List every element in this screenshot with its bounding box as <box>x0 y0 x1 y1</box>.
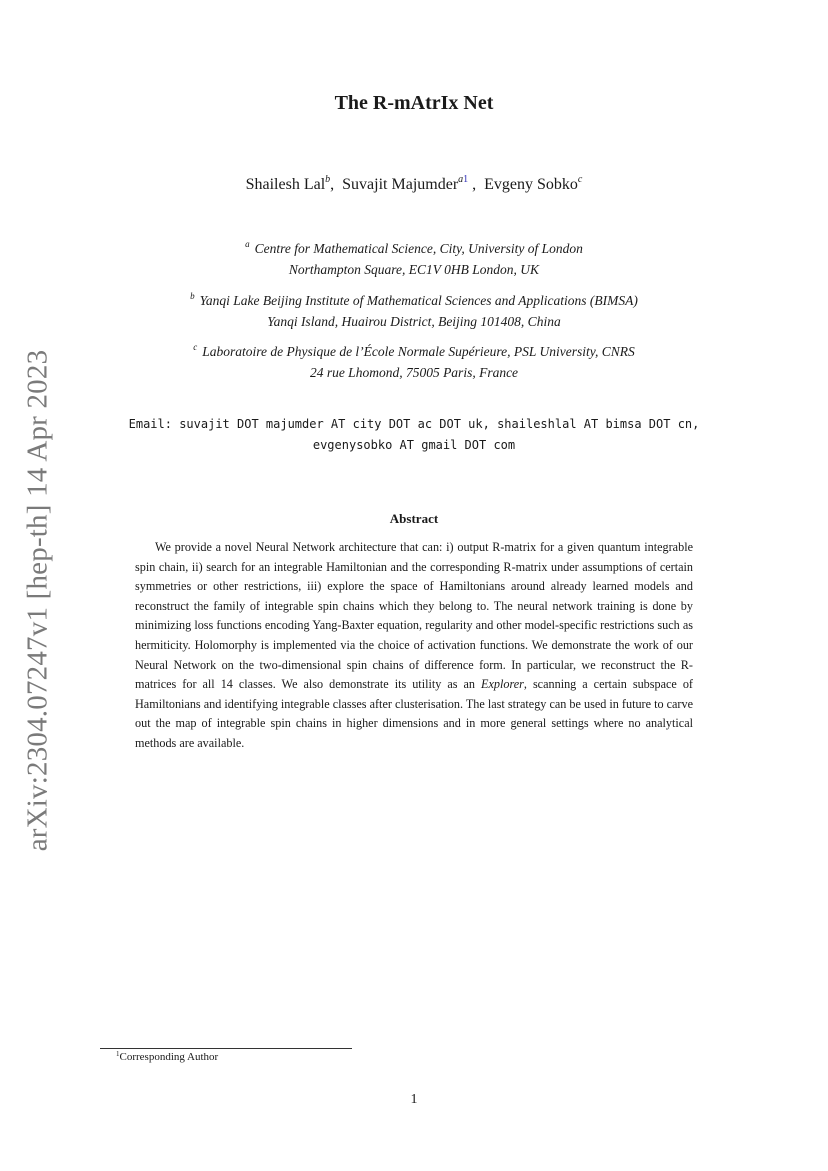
email-block <box>0 414 828 456</box>
affiliation-line: Yanqi Island, Huairou District, Beijing 101408, China <box>267 314 561 329</box>
affiliation-mark: b <box>190 291 195 301</box>
arxiv-id-text: arXiv:2304.07247v1 [hep-th] 14 Apr 2023 <box>21 349 54 851</box>
email-line: Email: suvajit DOT majumder AT city DOT ac DOT uk, shaileshlal AT bimsa DOT cn, <box>128 417 700 431</box>
abstract-text: , scanning a certain subspace of Hamiltonians and identifying integrable classes after clusterisation. The last strategy can be used in future to carve out the map of integrable spin chains in higher dimensions and in more general settings where no analytical methods are available. <box>135 677 693 750</box>
affiliation-line: Laboratoire de Physique de l’École Normale Supérieure, PSL University, CNRS <box>202 344 635 359</box>
author-affiliation-mark: b <box>325 174 331 185</box>
abstract-text: We provide a novel Neural Network architecture that can: i) output R-matrix for a given quantum integrable spin chain, ii) search for an integrable Hamiltonian and the corresponding R-matrix under assumptions of certain symmetries or other restrictions, iii) explore the space of Hamiltonians around already learned models and reconstruct the family of integrable spin chains which they belong to. The neural network training is done by minimizing loss functions encoding Yang-Baxter equation, regularity and other model-specific restrictions such as hermiticity. Holomorphy is implemented via the choice of activation functions. We demonstrate the work of our Neural Network on the two-dimensional spin chains of difference form. In particular, we reconstruct the R-matrices for all 14 classes. We also demonstrate its utility as an <box>135 540 693 692</box>
author-list: Shailesh Lal$^b$, Suvajit Majumder$^{a1}$ , Evgeny Sobko$^c$ <box>245 174 583 193</box>
author-affiliation-mark: a <box>458 174 464 185</box>
abstract-heading: Abstract <box>389 511 439 526</box>
author-affiliation-mark: c <box>577 174 583 185</box>
abstract-emphasis: Explorer <box>481 677 524 692</box>
author-name: Suvajit Majumder <box>342 176 459 193</box>
page-number: 1 <box>410 1092 418 1107</box>
affiliation-b <box>0 290 828 332</box>
affiliation-line: Northampton Square, EC1V 0HB London, UK <box>288 262 540 277</box>
affiliation-c <box>0 341 828 383</box>
affiliation-a <box>0 238 828 280</box>
footnote-rule <box>100 1048 352 1049</box>
abstract-body <box>135 538 693 754</box>
affiliation-line: Yanqi Lake Beijing Institute of Mathematical Sciences and Applications (BIMSA) <box>199 293 638 308</box>
footnote-mark: 1 <box>116 1050 120 1058</box>
footnote <box>116 1051 218 1063</box>
footnote-link[interactable]: 1 <box>463 174 469 185</box>
affiliation-mark: c <box>193 342 198 352</box>
paper-title: The R-mAtrIx Net <box>334 92 494 114</box>
author-name: Shailesh Lal <box>245 176 326 193</box>
affiliation-mark: a <box>245 239 250 249</box>
affiliation-line: 24 rue Lhomond, 75005 Paris, France <box>309 365 519 380</box>
email-line: evgenysobko AT gmail DOT com <box>312 438 516 452</box>
author-name: Evgeny Sobko <box>484 176 578 193</box>
affiliation-line: Centre for Mathematical Science, City, University of London <box>254 241 583 256</box>
footnote-text: Corresponding Author <box>119 1051 219 1063</box>
